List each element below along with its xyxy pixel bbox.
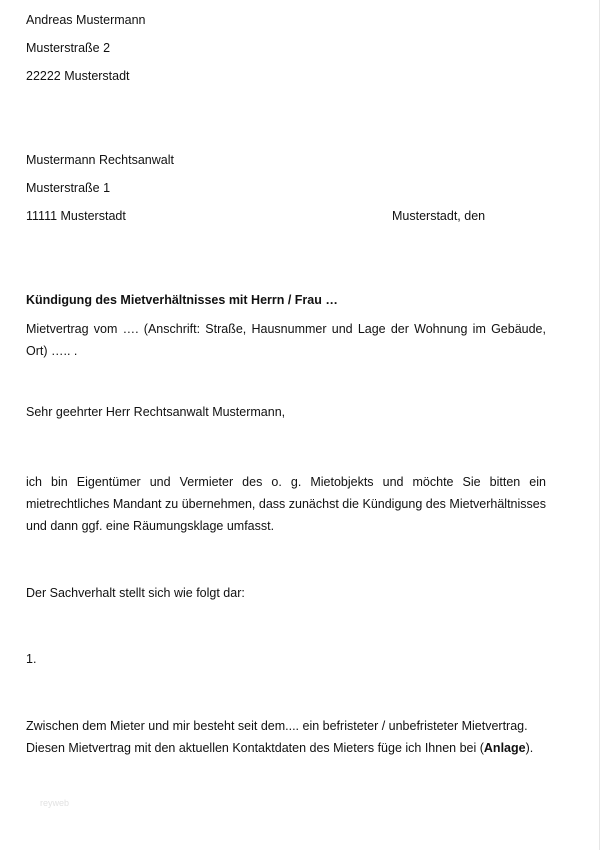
- sender-city: 22222 Musterstadt: [26, 69, 130, 83]
- recipient-street: Musterstraße 1: [26, 181, 111, 195]
- subject-line: Kündigung des Mietverhältnisses mit Herrn / Frau …: [26, 293, 338, 307]
- recipient-name: Mustermann Rechtsanwalt: [26, 153, 174, 167]
- sender-name: Andreas Mustermann: [26, 13, 146, 27]
- item-number: 1.: [26, 652, 37, 666]
- attachment-label: Anlage: [483, 741, 526, 755]
- date-line: Musterstadt, den: [392, 209, 486, 223]
- attachment-text-suffix: ).: [525, 741, 534, 755]
- sender-street: Musterstraße 2: [26, 41, 111, 55]
- facts-intro: Der Sachverhalt stellt sich wie folgt dar:: [26, 586, 245, 600]
- salutation: Sehr geehrter Herr Rechtsanwalt Mustermann,: [26, 405, 286, 419]
- watermark: reyweb: [40, 798, 70, 808]
- body-paragraph-2-line-1: Zwischen dem Mieter und mir besteht seit dem.... ein befristeter / unbefristeter Mietvertrag.: [26, 719, 528, 733]
- body-paragraph-2-line-2: [26, 740, 533, 756]
- contract-line: Mietvertrag vom …. (Anschrift: Straße, Hausnummer und Lage der Wohnung im Gebäude, Ort) ….. .: [26, 322, 546, 358]
- attachment-text-prefix: Diesen Mietvertrag mit den aktuellen Kontaktdaten des Mieters füge ich Ihnen bei (: [26, 741, 484, 755]
- recipient-city: 11111 Musterstadt: [26, 209, 126, 223]
- body-paragraph-1: ich bin Eigentümer und Vermieter des o. g. Mietobjekts und möchte Sie bitten ein mietrechtliches Mandant zu übernehmen, dass zunächst die Kündigung des Mietverhältnisses und dann ggf. eine Räumungsklage umfasst.: [26, 475, 546, 533]
